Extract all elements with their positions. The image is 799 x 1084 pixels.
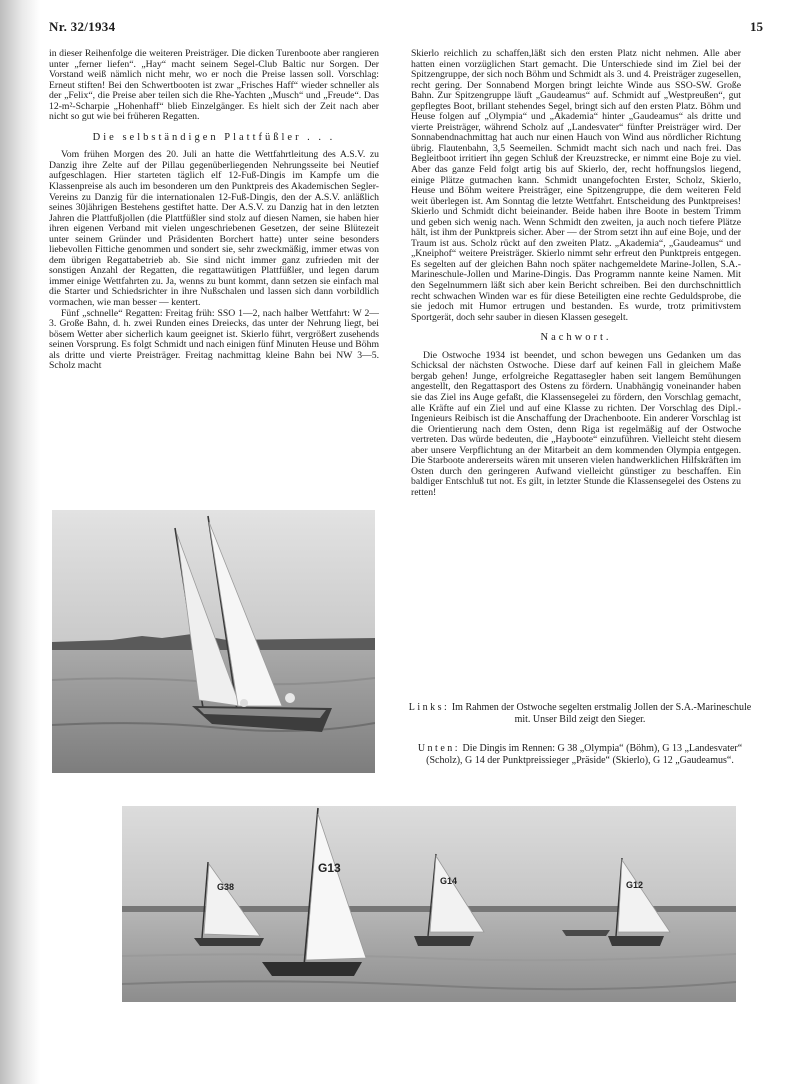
section-heading-plattfuessler: Die selbständigen Plattfüßler . . . — [92, 131, 336, 143]
caption-left-lead: Links: — [408, 702, 450, 713]
sail-number-g14: G14 — [440, 876, 458, 886]
caption-left-photo — [405, 702, 755, 725]
left-paragraph-3: Fünf „schnelle“ Regatten: Freitag früh: SSO 1—2, nach halber Wettfahrt: W 2—3. Große Bahn, d. h. zwei Runden eines Dreiecks, das unter der Nehrung liegt, bei bösem Wetter aber sicherlich kaum geeignet ist. Skierlo führt, vergrößert zusehends seinen Vorsprung. Es folgt Schmidt und nach einigen fünf Minuten Heuse und Böhm als dritte und vierte Preisträger. Freitag nachmittag kleine Bahn bei NW 3—5. Scholz macht — [49, 307, 379, 372]
right-paragraph-2: Die Ostwoche 1934 ist beendet, und schon bewegen uns Gedanken um das Schicksal der nächsten Ostwoche. Diese darf auf keinen Fall in gleichem Maße bergab gehen! Junge, erfolgreiche Regattasegler haben seit langem Bemühungen angestellt, den Regattasport des Ostens zu fördern. Unabhängig voneinander haben sie das Ziel ins Auge gefaßt, die Klassensegelei zu fördern, den Vorschlag gemacht, alle Kräfte auf ein Ziel und auf eine Klasse zu richten. Der Vorschlag des Dipl.-Ingenieurs Reibisch ist die Anschaffung der Drachenboote. Ein anderer Vorschlag ist die Orientierung nach dem Osten, denn Riga ist regelmäßig auf der Ostwoche vertreten. Das würde bedeuten, die „Hayboote“ einzuführen. Vielleicht steht diesem aber unsere Verpflichtung an der Mitarbeit an dem kommenden Olympia entgegen. Die Starboote andererseits wären mit unseren vielen handwerklichen Hilfskräften im Osten durch den geringeren Aufwand vielleicht günstiger zu beschaffen. Ein baldiger Entschluß tut not. Es gilt, in letzter Stunde die Klassensegelei des Ostens zu retten! — [411, 349, 741, 498]
sail-number-g38: G38 — [217, 882, 235, 892]
sail-number-g13: G13 — [318, 861, 341, 875]
page-number: 15 — [750, 19, 763, 34]
left-paragraph-1: in dieser Reihenfolge die weiteren Preisträger. Die dicken Turenboote aber rangieren unter „ferner liefen“. „Hay“ macht seinem Segel-Club Baltic nur Sorgen. Der Vorstand weiß nämlich nicht mehr, wo er noch die Preise lassen soll. Vorschlag: Erneut stiften! Bei den Schwertbooten ist zwar „Frisches Haff“ wieder schneller als der „Felix“, die Preise aber teilen sich die Rhe-Yachten „Musch“ und „Freude“. Das 12-m²-Scharpie „Hohenhaff“ blieb Einzelgänger. Es hielt sich der Zeit nach aber nicht so gut wie bei früheren Regatten. — [49, 48, 379, 123]
section-heading-nachwort: Nachwort. — [540, 332, 612, 344]
left-column — [49, 49, 379, 372]
caption-bottom-text: Die Dingis im Rennen: G 38 „Olympia“ (Böhm), G 13 „Landesvater“ (Scholz), G 14 der Punktpreissieger „Präside“ (Skierlo), G 12 „Gaudeamus“. — [426, 743, 743, 766]
sail-number-g12: G12 — [626, 880, 644, 890]
left-paragraph-2: Vom frühen Morgen des 20. Juli an hatte die Wettfahrtleitung des A.S.V. zu Danzig ihre Zelte auf der Pillau gegenüberliegenden Nehrungsseite bei Neutief aufgeschlagen. Hier starteten täglich elf 12-Fuß-Dingis im Kampfe um die Klassenpreise als auch im besonderen um den Punktpreis des Akademischen Segler-Vereins zu Danzig für die internationalen 12-Fuß-Dingis, den der A.S.V. anläßlich seines 30jährigen Bestehens gestiftet hatte. Der A.S.V. zu Danzig hat in den letzten Jahren die Plattfußjollen (die Plattfüßler sind stolz auf diesen Namen, sie haben hier ihren eigenen Verband mit vielen ungeschriebenen Gesetzen, der seine Blütezeit unter seinem Gründer und Präsidenten Borchert hatte) unter seine besonders liebevollen Fittiche genommen und sondert sie, sehr zweckmäßig, immer etwas von dem übrigen Regattabetrieb ab. Sie sind nicht immer ganz zufrieden mit der sonstigen Anzahl der Regatten, die regattawütigen Plattfüßler, und legen darum immer einige Wettfahrten zu. Ja, wenns zu bunt kommt, dann setzen sie einfach mal die Starter und Schiedsrichter in ihre Nußschalen und lassen sich dann vorbildlich vormachen, wie man besser — kentert. — [49, 149, 379, 309]
caption-left-text: Im Rahmen der Ostwoche segelten erstmalig Jollen der S.A.-Marineschule mit. Unser Bild zeigt den Sieger. — [451, 702, 752, 725]
caption-bottom-photo — [405, 743, 755, 766]
issue-number: Nr. 32/1934 — [49, 19, 116, 34]
caption-bottom-lead: Unten: — [417, 743, 461, 754]
scan-shadow-edge — [0, 0, 40, 1084]
photo-dingis-im-rennen — [122, 806, 736, 1002]
photo-sa-marineschule-jolle — [52, 510, 375, 773]
right-paragraph-1: Skierlo reichlich zu schaffen,läßt sich den ersten Platz nicht nehmen. Alle aber hatten einen vorzüglichen Start gemacht. Die Unterschiede sind im Ziel bei der Spitzengruppe, der sich noch Böhm und Schmidt als 3. und 4. Preisträger zugesellen, recht gering. Der Sonnabend Morgen bringt leichte Winde aus SSO-SW. Große Bahn. Zur Spitzengruppe läuft „Gaudeamus“ auf. Schmidt auf „Westpreußen“, gut gepflegtes Boot, brillant stehendes Segel, bringt sich auf den ersten Platz. Böhm und Heuse folgen auf „Olympia“ und „Akademia“ hinter „Gaudeamus“ als dritte und vierte Preisträger, während Scholz auf „Landesvater“ fünfter Preisträger wird. Der Sonnabendnachmittag hat auch nur einen Hauch von Wind aus nördlicher Richtung übrig. Flautenbahn, 3,5 Seemeilen. Schmidt macht sich nach und nach frei. Das Begleitboot irritiert ihn gegen Schluß der Kreuzstrecke, er nimmt eine Boje zu viel. Aber das ganze Feld folgt artig bis auf Skierlo, der, recht hoffnungslos liegend, einige Plätze gutmachen kann. Schmidt unangefochten Erster, Scholz, Skierlo, Heuse und Böhm weitere Preisträger, eine Spitzengruppe, die dem weiteren Feld weit überlegen ist. Am Sonntag die letzte Wettfahrt. Entscheidung des Punktpreises! Skierlo und Schmidt dicht beieinander. Beide haben ihre Boote in bestem Trimm und geben sich wenig nach. Wenn Schmidt den zweiten, ja auch noch tiefere Plätze hält, ist ihm der Punktpreis sicher. Aber — der Strom setzt ihn auf eine Boje, und der Traum ist aus. Scholz rückt auf den zweiten Platz. „Akademia“, „Gaudeamus“ und „Kneiphof“ weitere Preisträger. Skierlo nimmt sehr erfreut den Punktpreis entgegen. Es segelten auf der gleichen Bahn noch später nachgemeldete Marine-Jollen, S.A.-Marineschule-Jollen und Marine-Dingis. Das Programm nannte keine Namen. Mit den Segelnummern läßt sich aber kein Bericht schreiben. Bei den durchschnittlich recht schwachen Winden war es für diese Beteiligten eine rechte Geduldsprobe, die sie jedoch mit Humor ertrugen und bestanden. Es wurde, trotz primitivstem Sportgerät, doch sehr sauber in diesen Klassen gesegelt. — [411, 48, 741, 323]
right-column — [411, 49, 741, 498]
